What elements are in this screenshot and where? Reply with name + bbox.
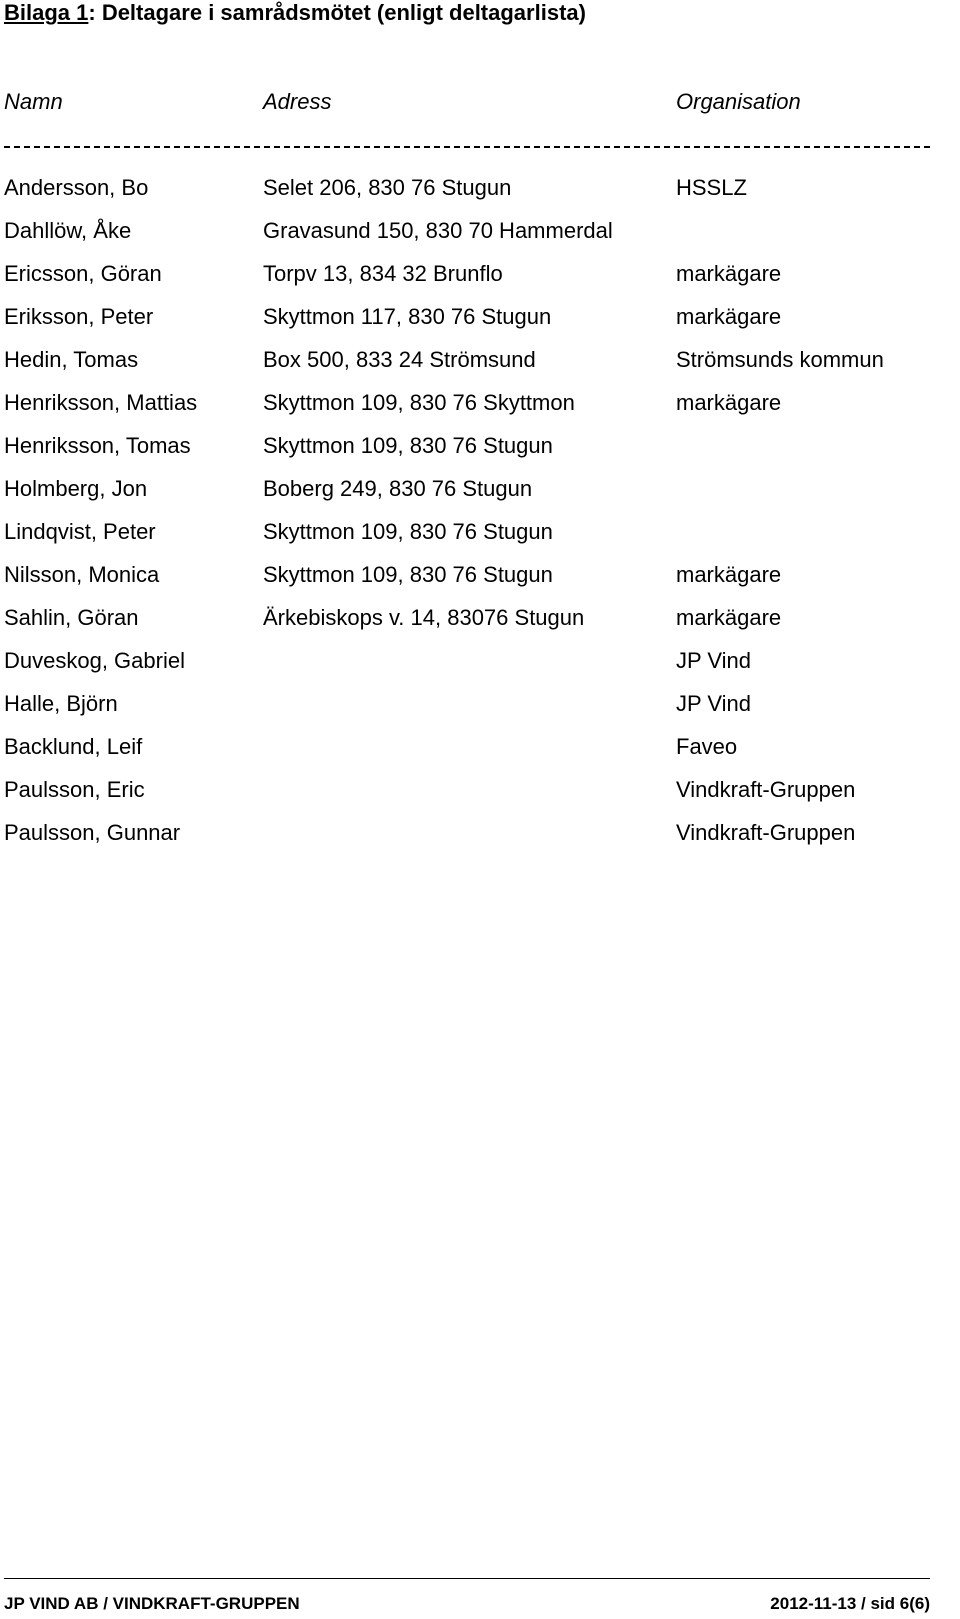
participant-address: Skyttmon 109, 830 76 Stugun <box>263 519 553 544</box>
participant-row <box>0 690 960 733</box>
participant-row <box>0 303 960 346</box>
participant-organisation: Vindkraft-Gruppen <box>676 820 856 845</box>
participant-address: Torpv 13, 834 32 Brunflo <box>263 261 503 286</box>
participant-row <box>0 776 960 819</box>
column-header-organisation: Organisation <box>676 89 801 114</box>
participant-row <box>0 174 960 217</box>
participant-row <box>0 604 960 647</box>
participant-organisation: markägare <box>676 390 782 415</box>
participant-name: Sahlin, Göran <box>4 605 139 630</box>
participant-organisation: Vindkraft-Gruppen <box>676 777 856 802</box>
participant-name: Nilsson, Monica <box>4 562 160 587</box>
participant-row <box>0 389 960 432</box>
participant-name: Henriksson, Tomas <box>4 433 191 458</box>
participant-address: Skyttmon 109, 830 76 Skyttmon <box>263 390 575 415</box>
participant-name: Paulsson, Gunnar <box>4 820 181 845</box>
participant-name: Henriksson, Mattias <box>4 390 198 415</box>
participant-address: Skyttmon 109, 830 76 Stugun <box>263 562 553 587</box>
participant-row <box>0 819 960 862</box>
participant-row <box>0 475 960 518</box>
participant-name: Backlund, Leif <box>4 734 143 759</box>
participant-organisation: Faveo <box>676 734 738 759</box>
participant-row <box>0 647 960 690</box>
participant-name: Holmberg, Jon <box>4 476 148 501</box>
participant-name: Andersson, Bo <box>4 175 149 200</box>
footer-divider <box>4 1578 930 1579</box>
heading-title: : Deltagare i samrådsmötet (enligt deltagarlista) <box>88 0 586 25</box>
participant-row <box>0 346 960 389</box>
participant-name: Duveskog, Gabriel <box>4 648 185 673</box>
participant-row <box>0 518 960 561</box>
participant-organisation: JP Vind <box>676 648 752 673</box>
participant-address: Boberg 249, 830 76 Stugun <box>263 476 533 501</box>
participant-name: Hedin, Tomas <box>4 347 139 372</box>
participant-organisation: Strömsunds kommun <box>676 347 884 372</box>
participant-organisation: markägare <box>676 261 782 286</box>
participant-row <box>0 561 960 604</box>
header-divider <box>4 146 930 148</box>
participant-address: Box 500, 833 24 Strömsund <box>263 347 536 372</box>
participant-organisation: markägare <box>676 562 782 587</box>
participant-row <box>0 432 960 475</box>
footer-date-page: 2012-11-13 / sid 6(6) <box>770 1594 930 1613</box>
participant-organisation: HSSLZ <box>676 175 747 200</box>
participant-address: Ärkebiskops v. 14, 83076 Stugun <box>263 605 585 630</box>
column-header-name: Namn <box>4 89 63 114</box>
participant-name: Paulsson, Eric <box>4 777 145 802</box>
participant-organisation: JP Vind <box>676 691 752 716</box>
participant-address: Skyttmon 117, 830 76 Stugun <box>263 304 552 329</box>
participant-name: Lindqvist, Peter <box>4 519 156 544</box>
participant-organisation: markägare <box>676 605 782 630</box>
footer-company: JP VIND AB / VINDKRAFT-GRUPPEN <box>4 1594 300 1613</box>
participant-name: Eriksson, Peter <box>4 304 154 329</box>
heading-prefix: Bilaga 1 <box>4 0 89 25</box>
participant-list <box>0 174 960 862</box>
participant-address: Skyttmon 109, 830 76 Stugun <box>263 433 553 458</box>
participant-row <box>0 217 960 260</box>
participant-name: Halle, Björn <box>4 691 118 716</box>
participant-row <box>0 733 960 776</box>
participant-address: Selet 206, 830 76 Stugun <box>263 175 512 200</box>
participant-organisation: markägare <box>676 304 782 329</box>
page-heading <box>4 0 586 26</box>
participant-name: Ericsson, Göran <box>4 261 162 286</box>
participant-name: Dahllöw, Åke <box>4 218 132 243</box>
participant-address: Gravasund 150, 830 70 Hammerdal <box>263 218 613 243</box>
column-header-address: Adress <box>263 89 332 114</box>
participant-row <box>0 260 960 303</box>
